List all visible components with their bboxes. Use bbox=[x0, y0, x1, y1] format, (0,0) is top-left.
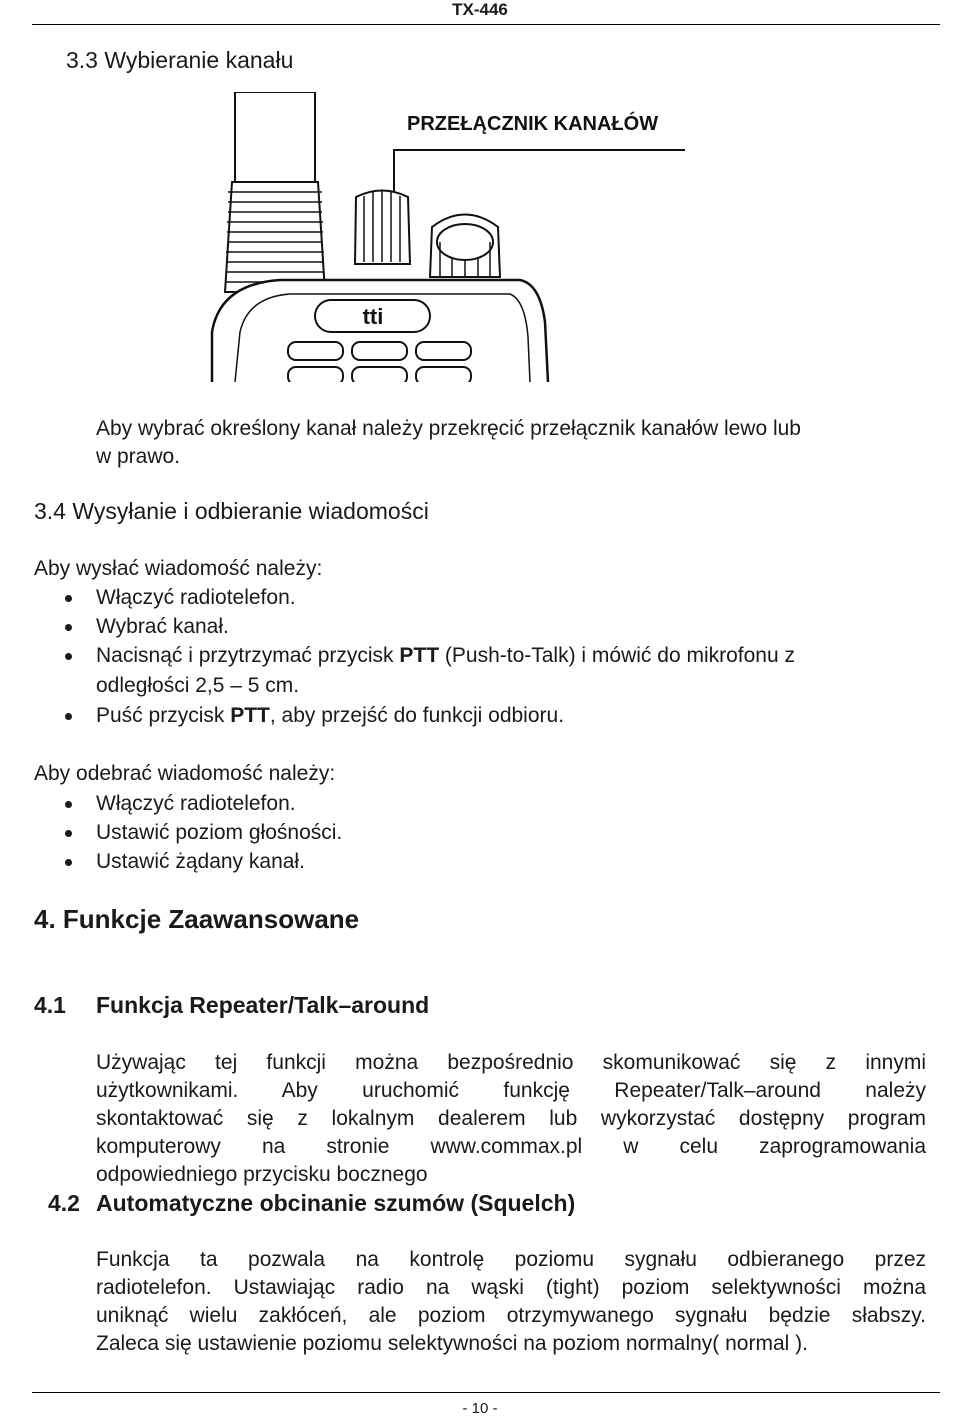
header-rule bbox=[32, 24, 940, 25]
section-4-2-number: 4.2 bbox=[48, 1190, 80, 1216]
bullet-icon bbox=[65, 624, 72, 631]
send-step-4: Puść przycisk PTT, aby przejść do funkcji odbioru. bbox=[96, 704, 565, 727]
section-3-3-heading: 3.3 Wybieranie kanału bbox=[66, 47, 294, 73]
s41-line4: komputerowy na stronie www.commax.pl w celu zaprogramowania bbox=[96, 1135, 926, 1158]
send-intro: Aby wysłać wiadomość należy: bbox=[34, 557, 323, 580]
s41-line2: użytkownikami. Aby uruchomić funkcję Repeater/Talk–around należy bbox=[96, 1079, 926, 1102]
s41-line1: Używając tej funkcji można bezpośrednio skomunikować się z innymi bbox=[96, 1051, 926, 1074]
s41-line3: skontaktować się z lokalnym dealerem lub wykorzystać dostępny program bbox=[96, 1107, 926, 1130]
s42-line4: Zaleca się ustawienie poziomu selektywności na poziom normalny( normal ). bbox=[96, 1332, 808, 1355]
section-3-4-heading: 3.4 Wysyłanie i odbieranie wiadomości bbox=[34, 498, 429, 524]
send-step-3-cont: odległości 2,5 – 5 cm. bbox=[96, 674, 300, 697]
bullet-icon bbox=[65, 801, 72, 808]
section-4-heading: 4. Funkcje Zaawansowane bbox=[34, 904, 360, 934]
bullet-icon bbox=[65, 595, 72, 602]
receive-step-2: Ustawić poziom głośności. bbox=[96, 821, 343, 844]
receive-step-1: Włączyć radiotelefon. bbox=[96, 792, 296, 815]
s33-para-line2: w prawo. bbox=[96, 445, 181, 468]
header-model: TX-446 bbox=[452, 0, 508, 19]
bullet-icon bbox=[65, 653, 72, 660]
figure-label: PRZEŁĄCZNIK KANAŁÓW bbox=[407, 113, 659, 135]
section-4-1-number: 4.1 bbox=[34, 992, 66, 1018]
brand-plate bbox=[315, 300, 430, 332]
s33-para-line1: Aby wybrać określony kanał należy przekręcić przełącznik kanałów lewo lub bbox=[96, 417, 801, 440]
section-4-2-title: Automatyczne obcinanie szumów (Squelch) bbox=[96, 1190, 576, 1216]
page-number: - 10 - bbox=[462, 1400, 498, 1417]
send-step-3: Nacisnąć i przytrzymać przycisk PTT (Push-to-Talk) i mówić do mikrofonu z bbox=[96, 644, 795, 667]
s42-line3: uniknąć wielu zakłóceń, ale poziom otrzymywanego sygnału będzie słabszy. bbox=[96, 1304, 926, 1327]
channel-selector-diagram bbox=[140, 92, 750, 382]
bullet-icon bbox=[65, 713, 72, 720]
bullet-icon bbox=[65, 859, 72, 866]
bullet-icon bbox=[65, 830, 72, 837]
send-step-2: Wybrać kanał. bbox=[96, 615, 229, 638]
send-step-1: Włączyć radiotelefon. bbox=[96, 586, 296, 609]
brand-logo: tti bbox=[362, 304, 384, 329]
footer-rule bbox=[32, 1392, 940, 1393]
receive-intro: Aby odebrać wiadomość należy: bbox=[34, 762, 336, 785]
section-4-1-title: Funkcja Repeater/Talk–around bbox=[96, 992, 430, 1018]
receive-step-3: Ustawić żądany kanał. bbox=[96, 850, 305, 873]
s42-line1: Funkcja ta pozwala na kontrolę poziomu sygnału odbieranego przez bbox=[96, 1248, 926, 1271]
s42-line2: radiotelefon. Ustawiając radio na wąski (tight) poziom selektywności można bbox=[96, 1276, 926, 1299]
s41-line5: odpowiedniego przycisku bocznego bbox=[96, 1163, 428, 1186]
